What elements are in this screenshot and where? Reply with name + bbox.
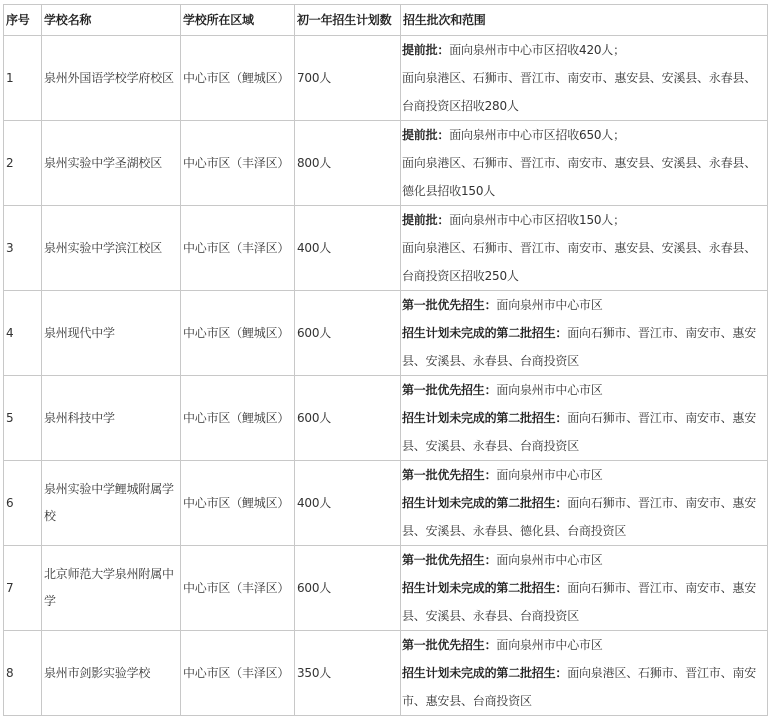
cell-number: 3: [4, 206, 42, 291]
cell-school-name: 北京师范大学泉州附属中学: [42, 546, 181, 631]
scope-label: 提前批：: [402, 213, 450, 227]
cell-enrollment-scope: [401, 461, 768, 546]
scope-text: 面向石狮市、晋江市、南安市、惠安县、安溪县、永春县、德化县、台商投资区: [402, 496, 757, 538]
scope-line: [402, 36, 767, 64]
scope-text: 面向石狮市、晋江市、南安市、惠安县、安溪县、永春县、台商投资区: [402, 581, 757, 623]
scope-line: [402, 461, 767, 489]
cell-enrollment-scope: [401, 121, 768, 206]
scope-text: 面向泉港区、石狮市、晋江市、南安市、惠安县、安溪县、永春县、台商投资区招收280人: [402, 71, 757, 113]
scope-label: 提前批：: [402, 43, 450, 57]
cell-region: 中心市区（丰泽区）: [181, 206, 295, 291]
cell-plan-count: 600人: [295, 376, 401, 461]
scope-label: 招生计划未完成的第二批招生：: [402, 581, 568, 595]
scope-text: 面向泉州市中心市区: [496, 383, 603, 397]
table-row: [4, 206, 768, 291]
cell-region: 中心市区（丰泽区）: [181, 631, 295, 716]
cell-number: 8: [4, 631, 42, 716]
scope-line: [402, 64, 767, 120]
cell-enrollment-scope: [401, 206, 768, 291]
cell-enrollment-scope: [401, 36, 768, 121]
scope-text: 面向泉州市中心市区: [496, 553, 603, 567]
scope-label: 第一批优先招生：: [402, 553, 497, 567]
scope-text: 面向泉州市中心市区招收650人；: [449, 128, 625, 142]
table-row: [4, 631, 768, 716]
table-row: [4, 291, 768, 376]
scope-line: [402, 121, 767, 149]
table-header-row: [4, 5, 768, 36]
scope-line: [402, 376, 767, 404]
cell-enrollment-scope: [401, 291, 768, 376]
header-cell-plan: 初一年招生计划数: [295, 5, 401, 36]
scope-line: [402, 631, 767, 659]
scope-text: 面向石狮市、晋江市、南安市、惠安县、安溪县、永春县、台商投资区: [402, 411, 757, 453]
cell-plan-count: 600人: [295, 291, 401, 376]
scope-line: [402, 489, 767, 545]
scope-line: [402, 291, 767, 319]
cell-school-name: 泉州现代中学: [42, 291, 181, 376]
cell-plan-count: 350人: [295, 631, 401, 716]
cell-school-name: 泉州实验中学滨江校区: [42, 206, 181, 291]
cell-region: 中心市区（丰泽区）: [181, 121, 295, 206]
scope-label: 第一批优先招生：: [402, 468, 497, 482]
enrollment-table: [3, 4, 768, 716]
cell-school-name: 泉州实验中学鲤城附属学校: [42, 461, 181, 546]
cell-enrollment-scope: [401, 631, 768, 716]
cell-school-name: 泉州市剑影实验学校: [42, 631, 181, 716]
scope-label: 第一批优先招生：: [402, 383, 497, 397]
cell-number: 1: [4, 36, 42, 121]
scope-label: 招生计划未完成的第二批招生：: [402, 411, 568, 425]
cell-region: 中心市区（鲤城区）: [181, 376, 295, 461]
cell-enrollment-scope: [401, 546, 768, 631]
header-cell-number: 序号: [4, 5, 42, 36]
cell-plan-count: 700人: [295, 36, 401, 121]
scope-line: [402, 206, 767, 234]
scope-line: [402, 319, 767, 375]
cell-plan-count: 400人: [295, 206, 401, 291]
scope-line: [402, 149, 767, 205]
table-row: [4, 546, 768, 631]
scope-text: 面向泉州市中心市区: [496, 468, 603, 482]
table-row: [4, 121, 768, 206]
scope-text: 面向泉州市中心市区: [496, 638, 603, 652]
cell-region: 中心市区（鲤城区）: [181, 461, 295, 546]
header-cell-region: 学校所在区域: [181, 5, 295, 36]
scope-text: 面向泉州市中心市区: [496, 298, 603, 312]
scope-text: 面向泉港区、石狮市、晋江市、南安市、惠安县、台商投资区: [402, 666, 757, 708]
scope-line: [402, 574, 767, 630]
scope-line: [402, 546, 767, 574]
cell-region: 中心市区（丰泽区）: [181, 546, 295, 631]
scope-label: 提前批：: [402, 128, 450, 142]
scope-text: 面向泉港区、石狮市、晋江市、南安市、惠安县、安溪县、永春县、德化县招收150人: [402, 156, 757, 198]
header-cell-scope: 招生批次和范围: [401, 5, 768, 36]
cell-number: 7: [4, 546, 42, 631]
scope-text: 面向石狮市、晋江市、南安市、惠安县、安溪县、永春县、台商投资区: [402, 326, 757, 368]
scope-line: [402, 234, 767, 290]
cell-school-name: 泉州外国语学校学府校区: [42, 36, 181, 121]
scope-text: 面向泉州市中心市区招收420人；: [449, 43, 625, 57]
scope-text: 面向泉州市中心市区招收150人；: [449, 213, 625, 227]
cell-plan-count: 600人: [295, 546, 401, 631]
header-cell-school: 学校名称: [42, 5, 181, 36]
cell-number: 4: [4, 291, 42, 376]
scope-line: [402, 404, 767, 460]
cell-number: 2: [4, 121, 42, 206]
cell-number: 5: [4, 376, 42, 461]
cell-region: 中心市区（鲤城区）: [181, 291, 295, 376]
scope-line: [402, 659, 767, 715]
table-row: [4, 36, 768, 121]
cell-region: 中心市区（鲤城区）: [181, 36, 295, 121]
cell-enrollment-scope: [401, 376, 768, 461]
scope-label: 招生计划未完成的第二批招生：: [402, 666, 568, 680]
table-row: [4, 376, 768, 461]
cell-plan-count: 800人: [295, 121, 401, 206]
cell-plan-count: 400人: [295, 461, 401, 546]
table-row: [4, 461, 768, 546]
scope-label: 第一批优先招生：: [402, 298, 497, 312]
scope-text: 面向泉港区、石狮市、晋江市、南安市、惠安县、安溪县、永春县、台商投资区招收250人: [402, 241, 757, 283]
scope-label: 第一批优先招生：: [402, 638, 497, 652]
scope-label: 招生计划未完成的第二批招生：: [402, 496, 568, 510]
cell-school-name: 泉州科技中学: [42, 376, 181, 461]
cell-number: 6: [4, 461, 42, 546]
scope-label: 招生计划未完成的第二批招生：: [402, 326, 568, 340]
cell-school-name: 泉州实验中学圣湖校区: [42, 121, 181, 206]
